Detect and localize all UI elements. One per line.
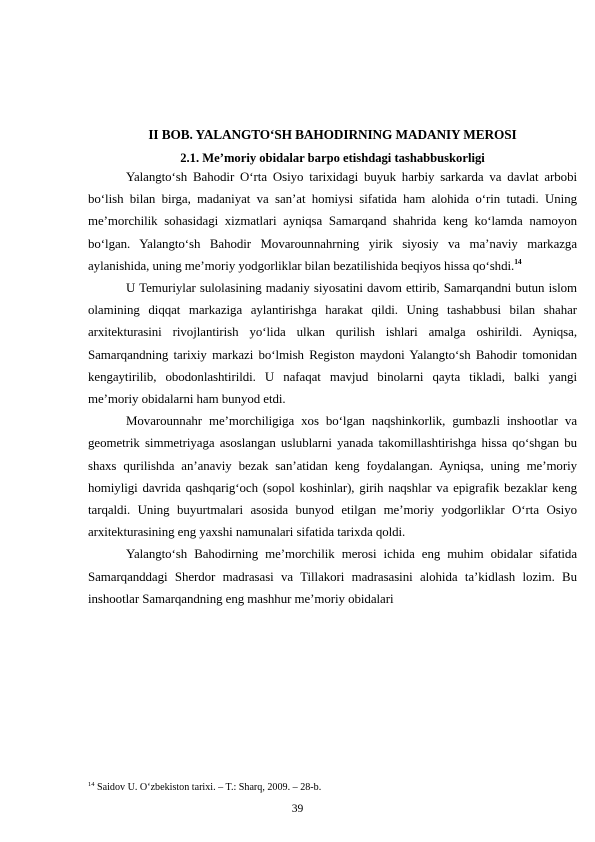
footnote bbox=[88, 781, 577, 794]
paragraph: Movarounnahr me’morchiligiga xos bo‘lgan naqshinkorlik, gumbazli inshootlar va geometrik simmetriyaga asoslangan uslublarni yanada takomillashtirishga hissa qo‘shgan bu shaxs qurilishda an’anaviy bezak san’atidan keng foydalangan. Ayniqsa, uning me’moriy homiyligi davrida qashqarig‘och (sopol koshinlar), girih naqshlar va epigrafik bezaklar keng tarqaldi. Uning buyurtmalari asosida bunyod etilgan me’moriy yodgorliklar O‘rta Osiyo arxitekturasining eng yaxshi namunalari sifatida tarixda qoldi. bbox=[88, 414, 577, 540]
body-text bbox=[88, 166, 577, 610]
chapter-title: II BOB. YALANGTO‘SH BAHODIRNING MADANIY MEROSI bbox=[148, 127, 517, 142]
footnote-reference[interactable]: 14 bbox=[514, 256, 522, 266]
section-title: 2.1. Me’moriy obidalar barpo etishdagi tashabbuskorligi bbox=[180, 151, 485, 165]
footnote-number: 14 bbox=[88, 781, 95, 788]
paragraph: U Temuriylar sulolasining madaniy siyosatini davom ettirib, Samarqandni butun islom olamining diqqat markaziga aylantirishga harakat qildi. Uning tashabbusi bilan shahar arxitekturasini rivojlantirish yo‘lida ulkan qurilish ishlari amalga oshirildi. Ayniqsa, Samarqandning tarixiy markazi bo‘lmish Registon maydoni Yalangto‘sh Bahodir tomonidan kengaytirilib, obodonlashtirildi. U nafaqat mavjud binolarni qayta tikladi, balki yangi me’moriy obidalarni ham bunyod etdi. bbox=[88, 281, 577, 407]
paragraph: Yalangto‘sh Bahodirning me’morchilik merosi ichida eng muhim obidalar sifatida Samarqanddagi Sherdor madrasasi va Tillakori madrasasini alohida ta’kidlash lozim. Bu inshootlar Samarqandning eng mashhur me’moriy obidalari bbox=[88, 547, 577, 606]
paragraph-text: Yalangto‘sh Bahodir O‘rta Osiyo tarixidagi buyuk harbiy sarkarda va davlat arbobi bo‘lish bilan birga, madaniyat va san’at homiysi sifatida ham alohida o‘rin tutadi. Uning me’morchilik sohasidagi xizmatlari ayniqsa Samarqand shahrida keng ko‘lamda namoyon bo‘lgan. Yalangto‘sh Bahodir Movarounnahrning yirik siyosiy va ma’naviy markazga aylanishida, uning me’moriy yodgorliklar bilan bezatilishida beqiyos hissa qo‘shdi. bbox=[88, 170, 577, 273]
footnote-text: Saidov U. O‘zbekiston tarixi. – T.: Sharq, 2009. – 28-b. bbox=[97, 782, 322, 793]
paragraph bbox=[88, 166, 577, 277]
page-number: 39 bbox=[291, 802, 304, 815]
